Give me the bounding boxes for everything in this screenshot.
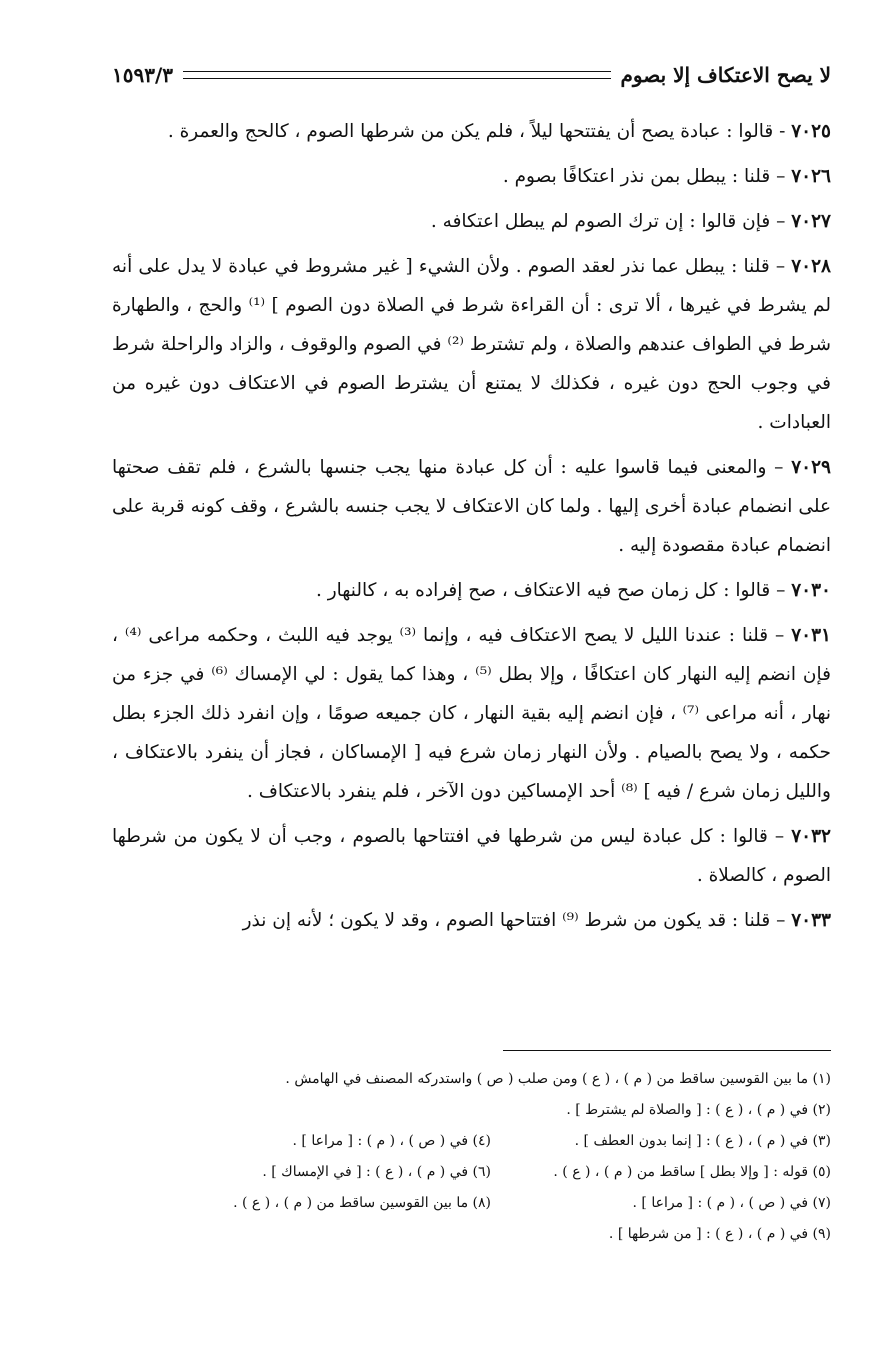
paragraph-number: ٧٠٣٠	[791, 580, 831, 601]
paragraph-7028	[112, 247, 831, 442]
paragraph-7029	[112, 448, 831, 565]
paragraph-7027	[112, 202, 831, 241]
paragraph-7032	[112, 817, 831, 895]
paragraph-text: – قلنا : يبطل بمن نذر اعتكافًا بصوم .	[502, 166, 786, 187]
header-rule	[183, 71, 611, 79]
paragraph-number: ٧٠٢٨	[791, 256, 831, 277]
paragraph-text: – قالوا : كل عبادة ليس من شرطها في افتتاحها بالصوم ، وجب أن لا يكون من شرطها الصوم ، كالصلاة .	[112, 826, 831, 886]
paragraph-text: – قالوا : كل زمان صح فيه الاعتكاف ، صح إفراده به ، كالنهار .	[315, 580, 786, 601]
paragraph-number: ٧٠٢٩	[791, 457, 831, 478]
footnote-5: (٥) قوله : [ وإلا بطل ] ساقط من ( م ) ، ( ع ) .	[553, 1164, 831, 1180]
paragraph-7033	[112, 901, 831, 940]
footnote-1: (١) ما بين القوسين ساقط من ( م ) ، ( ع ) ومن صلب ( ص ) واستدركه المصنف في الهامش .	[285, 1071, 831, 1087]
paragraph-number: ٧٠٣٣	[791, 910, 831, 931]
paragraph-number: ٧٠٣١	[791, 625, 831, 646]
footnote-row	[112, 1188, 831, 1219]
running-header	[112, 58, 831, 92]
footnote-row	[112, 1126, 831, 1157]
paragraph-number: ٧٠٣٢	[791, 826, 831, 847]
paragraph-7031	[112, 616, 831, 811]
paragraph-number: ٧٠٢٧	[791, 211, 831, 232]
footnote-2: (٢) في ( م ) ، ( ع ) : [ والصلاة لم يشترط ] .	[566, 1102, 831, 1118]
footnotes	[112, 1064, 831, 1250]
footnote-6: (٦) في ( م ) ، ( ع ) : [ في الإمساك ] .	[262, 1164, 491, 1180]
paragraph-text: – قلنا : يبطل عما نذر لعقد الصوم . ولأن الشيء [ غير مشروط في عبادة لا يدل على أنه لم يشرط في غيرها ، ألا ترى : أن القراءة شرط في الصلاة دون الصوم ] ⁽¹⁾ والحج ، والطهارة شرط في الطواف عندهم والصلاة ، ولم تشترط ⁽²⁾ في الصوم والوقوف ، والزاد والراحلة شرط في وجوب الحج دون غيره ، فكذلك لا يمتنع أن يشترط الصوم في الاعتكاف دون غيره من العبادات .	[112, 256, 831, 433]
paragraph-7025	[112, 112, 831, 151]
paragraph-text: - قالوا : عبادة يصح أن يفتتحها ليلاً ، فلم يكن من شرطها الصوم ، كالحج والعمرة .	[167, 121, 786, 142]
footnote-row	[112, 1157, 831, 1188]
paragraph-text: – والمعنى فيما قاسوا عليه : أن كل عبادة منها يجب جنسها بالشرع ، فلم تقف صحتها على انضمام عبادة أخرى إليها . ولما كان الاعتكاف لا يجب جنسه بالشرع ، وقف كونه قربة على انضمام عبادة مقصودة إليه .	[112, 457, 831, 556]
footnote-9: (٩) في ( م ) ، ( ع ) : [ من شرطها ] .	[608, 1226, 831, 1242]
footnote-4: (٤) في ( ص ) ، ( م ) : [ مراعا ] .	[292, 1133, 491, 1149]
paragraph-number: ٧٠٢٥	[791, 121, 831, 142]
footnote-3: (٣) في ( م ) ، ( ع ) : [ إنما بدون العطف ] .	[574, 1133, 831, 1149]
footnote-separator	[503, 1050, 831, 1051]
header-title: لا يصح الاعتكاف إلا بصوم	[620, 63, 831, 87]
paragraph-text: – فإن قالوا : إن ترك الصوم لم يبطل اعتكافه .	[430, 211, 786, 232]
paragraph-7026	[112, 157, 831, 196]
page-number: ١٥٩٣/٣	[112, 63, 174, 87]
paragraph-text: – قلنا : عندنا الليل لا يصح الاعتكاف فيه ، وإنما ⁽³⁾ يوجد فيه اللبث ، وحكمه مراعى ⁽⁴⁾ ، فإن انضم إليه النهار كان اعتكافًا ، وإلا بطل ⁽⁵⁾ ، وهذا كما يقول : لي الإمساك ⁽⁶⁾ في جزء من نهار ، أنه مراعى ⁽⁷⁾ ، فإن انضم إليه بقية النهار ، كان جميعه صومًا ، وإن انفرد ذلك الجزء بطل حكمه ، ولا يصح بالصيام . ولأن النهار زمان شرع فيه [ الإمساكان ، فجاز أن ينفرد بالاعتكاف ، والليل زمان شرع / فيه ] ⁽⁸⁾ أحد الإمساكين دون الآخر ، فلم ينفرد بالاعتكاف .	[112, 625, 831, 802]
footnote-7: (٧) في ( ص ) ، ( م ) : [ مراعا ] .	[632, 1195, 831, 1211]
footnote-8: (٨) ما بين القوسين ساقط من ( م ) ، ( ع ) .	[233, 1195, 491, 1211]
paragraph-7030	[112, 571, 831, 610]
paragraph-text: – قلنا : قد يكون من شرط ⁽⁹⁾ افتتاحها الصوم ، وقد لا يكون ؛ لأنه إن نذر	[242, 910, 786, 931]
paragraph-number: ٧٠٢٦	[791, 166, 831, 187]
main-text	[112, 112, 831, 946]
